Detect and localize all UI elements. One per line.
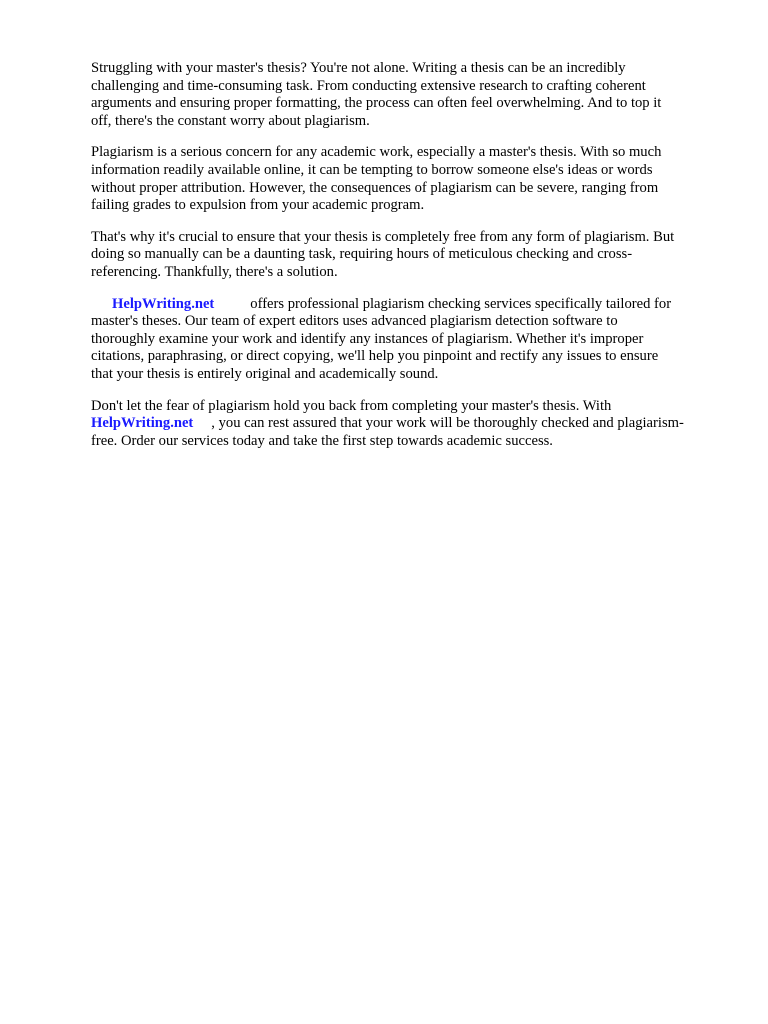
document-body (91, 60, 731, 464)
paragraph-service-offer (91, 296, 731, 384)
text-line: citations, paraphrasing, or direct copying, we'll help you pinpoint and rectify any issues to ensure (91, 348, 659, 365)
text-line: information readily available online, it can be tempting to borrow someone else's ideas or words (91, 161, 653, 178)
text-fragment: , you can rest assured that your work will be thoroughly checked and plagiarism- (211, 415, 684, 432)
paragraph-call-to-action (91, 398, 731, 451)
text-line: doing so manually can be a daunting task, requiring hours of meticulous checking and cross- (91, 246, 633, 263)
text-line: failing grades to expulsion from your academic program. (91, 197, 425, 214)
text-line: arguments and ensuring proper formatting, the process can often feel overwhelming. And to top it (91, 95, 662, 112)
paragraph-solution-intro (91, 229, 731, 282)
helpwriting-link[interactable]: HelpWriting.net (112, 295, 215, 312)
text-line: without proper attribution. However, the consequences of plagiarism can be severe, ranging from (91, 179, 659, 196)
paragraph-intro (91, 60, 731, 130)
text-line: that your thesis is entirely original and academically sound. (91, 365, 439, 382)
text-line: That's why it's crucial to ensure that your thesis is completely free from any form of plagiarism. But (91, 228, 675, 245)
text-line: Don't let the fear of plagiarism hold you back from completing your master's thesis. With (91, 397, 612, 414)
text-line: off, there's the constant worry about plagiarism. (91, 112, 370, 129)
text-line: referencing. Thankfully, there's a solution. (91, 263, 338, 280)
text-line (91, 415, 731, 433)
text-line: challenging and time-consuming task. From conducting extensive research to crafting coherent (91, 77, 646, 94)
text-line: Plagiarism is a serious concern for any academic work, especially a master's thesis. With so much (91, 144, 662, 161)
text-line: master's theses. Our team of expert editors uses advanced plagiarism detection software to (91, 313, 618, 330)
text-line: thoroughly examine your work and identify any instances of plagiarism. Whether it's improper (91, 330, 644, 347)
text-fragment: offers professional plagiarism checking services specifically tailored for (250, 295, 672, 312)
paragraph-plagiarism-concern (91, 144, 731, 214)
text-line: free. Order our services today and take the first step towards academic success. (91, 432, 553, 449)
text-line (91, 296, 731, 314)
text-line: Struggling with your master's thesis? You're not alone. Writing a thesis can be an incredibly (91, 60, 626, 76)
helpwriting-link[interactable]: HelpWriting.net (91, 415, 194, 432)
